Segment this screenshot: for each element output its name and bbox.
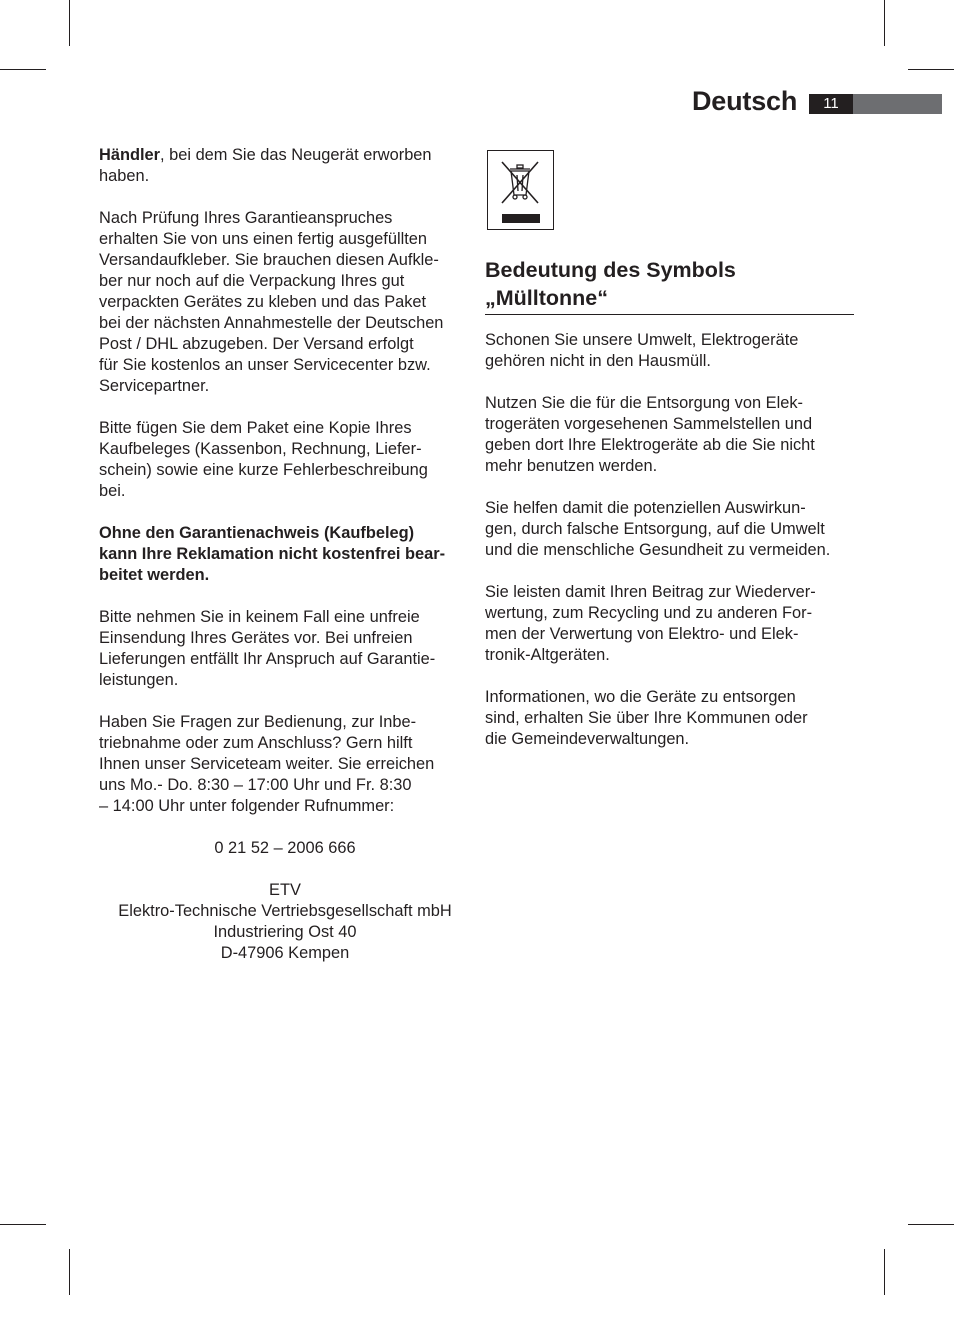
crossed-out-wheelie-bin-icon	[488, 151, 552, 228]
crop-mark-top-left-horizontal	[0, 69, 46, 70]
crop-mark-bottom-right-horizontal	[908, 1224, 954, 1225]
paragraph-recycling-contribution: Sie leisten damit Ihren Beitrag zur Wiederver- wertung, zum Recycling und zu anderen For- men der Verwertung von Elektro- und Elek- tronik-Altgeräten.	[485, 583, 816, 664]
paragraph-health-impact: Sie helfen damit die potenziellen Auswirkun- gen, durch falsche Entsorgung, auf die Umwelt und die menschliche Gesundheit zu vermeiden.	[485, 499, 831, 559]
paragraph-collection-points: Nutzen Sie die für die Entsorgung von Elek- trogeräten vorgesehenen Sammelstellen und geben dort Ihre Elektrogeräte ab die Sie nicht mehr benutzen werden.	[485, 394, 815, 475]
header-accent-bar	[853, 94, 942, 114]
paragraph-unpaid-shipment: Bitte nehmen Sie in keinem Fall eine unfreie Einsendung Ihres Gerätes vor. Bei unfreien Lieferungen entfällt Ihr Anspruch auf Garantie- leistungen.	[99, 608, 436, 689]
paragraph-shipping-label: Nach Prüfung Ihres Garantieanspruches erhalten Sie von uns einen fertig ausgefüllten Versandaufkleber. Sie brauchen diesen Aufkle- ber nur noch auf die Verpackung Ihres gut verpackten Gerätes zu kleben und das Paket bei der nächsten Annahmestelle der Deutschen Post / DHL abzugeben. Der Versand erfolgt für Sie kostenlos an unser Servicecenter bzw. Servicepartner.	[99, 209, 444, 395]
weee-symbol-frame	[487, 150, 554, 230]
crop-mark-top-right-vertical	[884, 0, 885, 46]
paragraph-service-hours: Haben Sie Fragen zur Bedienung, zur Inbe- triebnahme oder zum Anschluss? Gern hilft Ihnen unser Serviceteam weiter. Sie erreichen uns Mo.- Do. 8:30 – 17:00 Uhr und Fr. 8:30 – 14:00 Uhr unter folgender Rufnummer:	[99, 713, 435, 815]
paragraph-receipt-copy: Bitte fügen Sie dem Paket eine Kopie Ihres Kaufbeleges (Kassenbon, Rechnung, Liefer- schein) sowie eine kurze Fehlerbeschreibung bei.	[99, 419, 428, 500]
paragraph-protect-environment: Schonen Sie unsere Umwelt, Elektrogeräte gehören nicht in den Hausmüll.	[485, 331, 799, 370]
page-language-title: Deutsch	[692, 86, 798, 116]
company-city: D-47906 Kempen	[220, 944, 350, 962]
service-phone-number: 0 21 52 – 2006 666	[214, 839, 356, 857]
crop-mark-bottom-right-vertical	[884, 1249, 885, 1295]
dealer-rest-text: , bei dem Sie das Neugerät erworben haben.	[99, 146, 432, 185]
dealer-bold-text: Händler	[99, 146, 161, 164]
company-full-name: Elektro-Technische Vertriebsgesellschaft mbH	[118, 902, 452, 920]
company-street: Industriering Ost 40	[213, 923, 357, 941]
paragraph-warranty-proof-warning: Ohne den Garantienachweis (Kaufbeleg) kann Ihre Reklamation nicht kostenfrei bear- beitet werden.	[99, 524, 446, 584]
paragraph-dealer	[99, 145, 471, 187]
crop-mark-bottom-left-horizontal	[0, 1224, 46, 1225]
page-number-badge: 11	[809, 94, 853, 114]
section-heading-waste-symbol: Bedeutung des Symbols „Mülltonne“	[485, 258, 736, 310]
crop-mark-bottom-left-vertical	[69, 1249, 70, 1295]
crop-mark-top-right-horizontal	[908, 69, 954, 70]
right-column	[485, 330, 857, 750]
paragraph-disposal-information: Informationen, wo die Geräte zu entsorgen sind, erhalten Sie über Ihre Kommunen oder die Gemeindeverwaltungen.	[485, 688, 808, 748]
company-short-name: ETV	[269, 881, 301, 899]
left-column	[99, 145, 471, 964]
section-heading-rule	[485, 314, 854, 315]
crop-mark-top-left-vertical	[69, 0, 70, 46]
